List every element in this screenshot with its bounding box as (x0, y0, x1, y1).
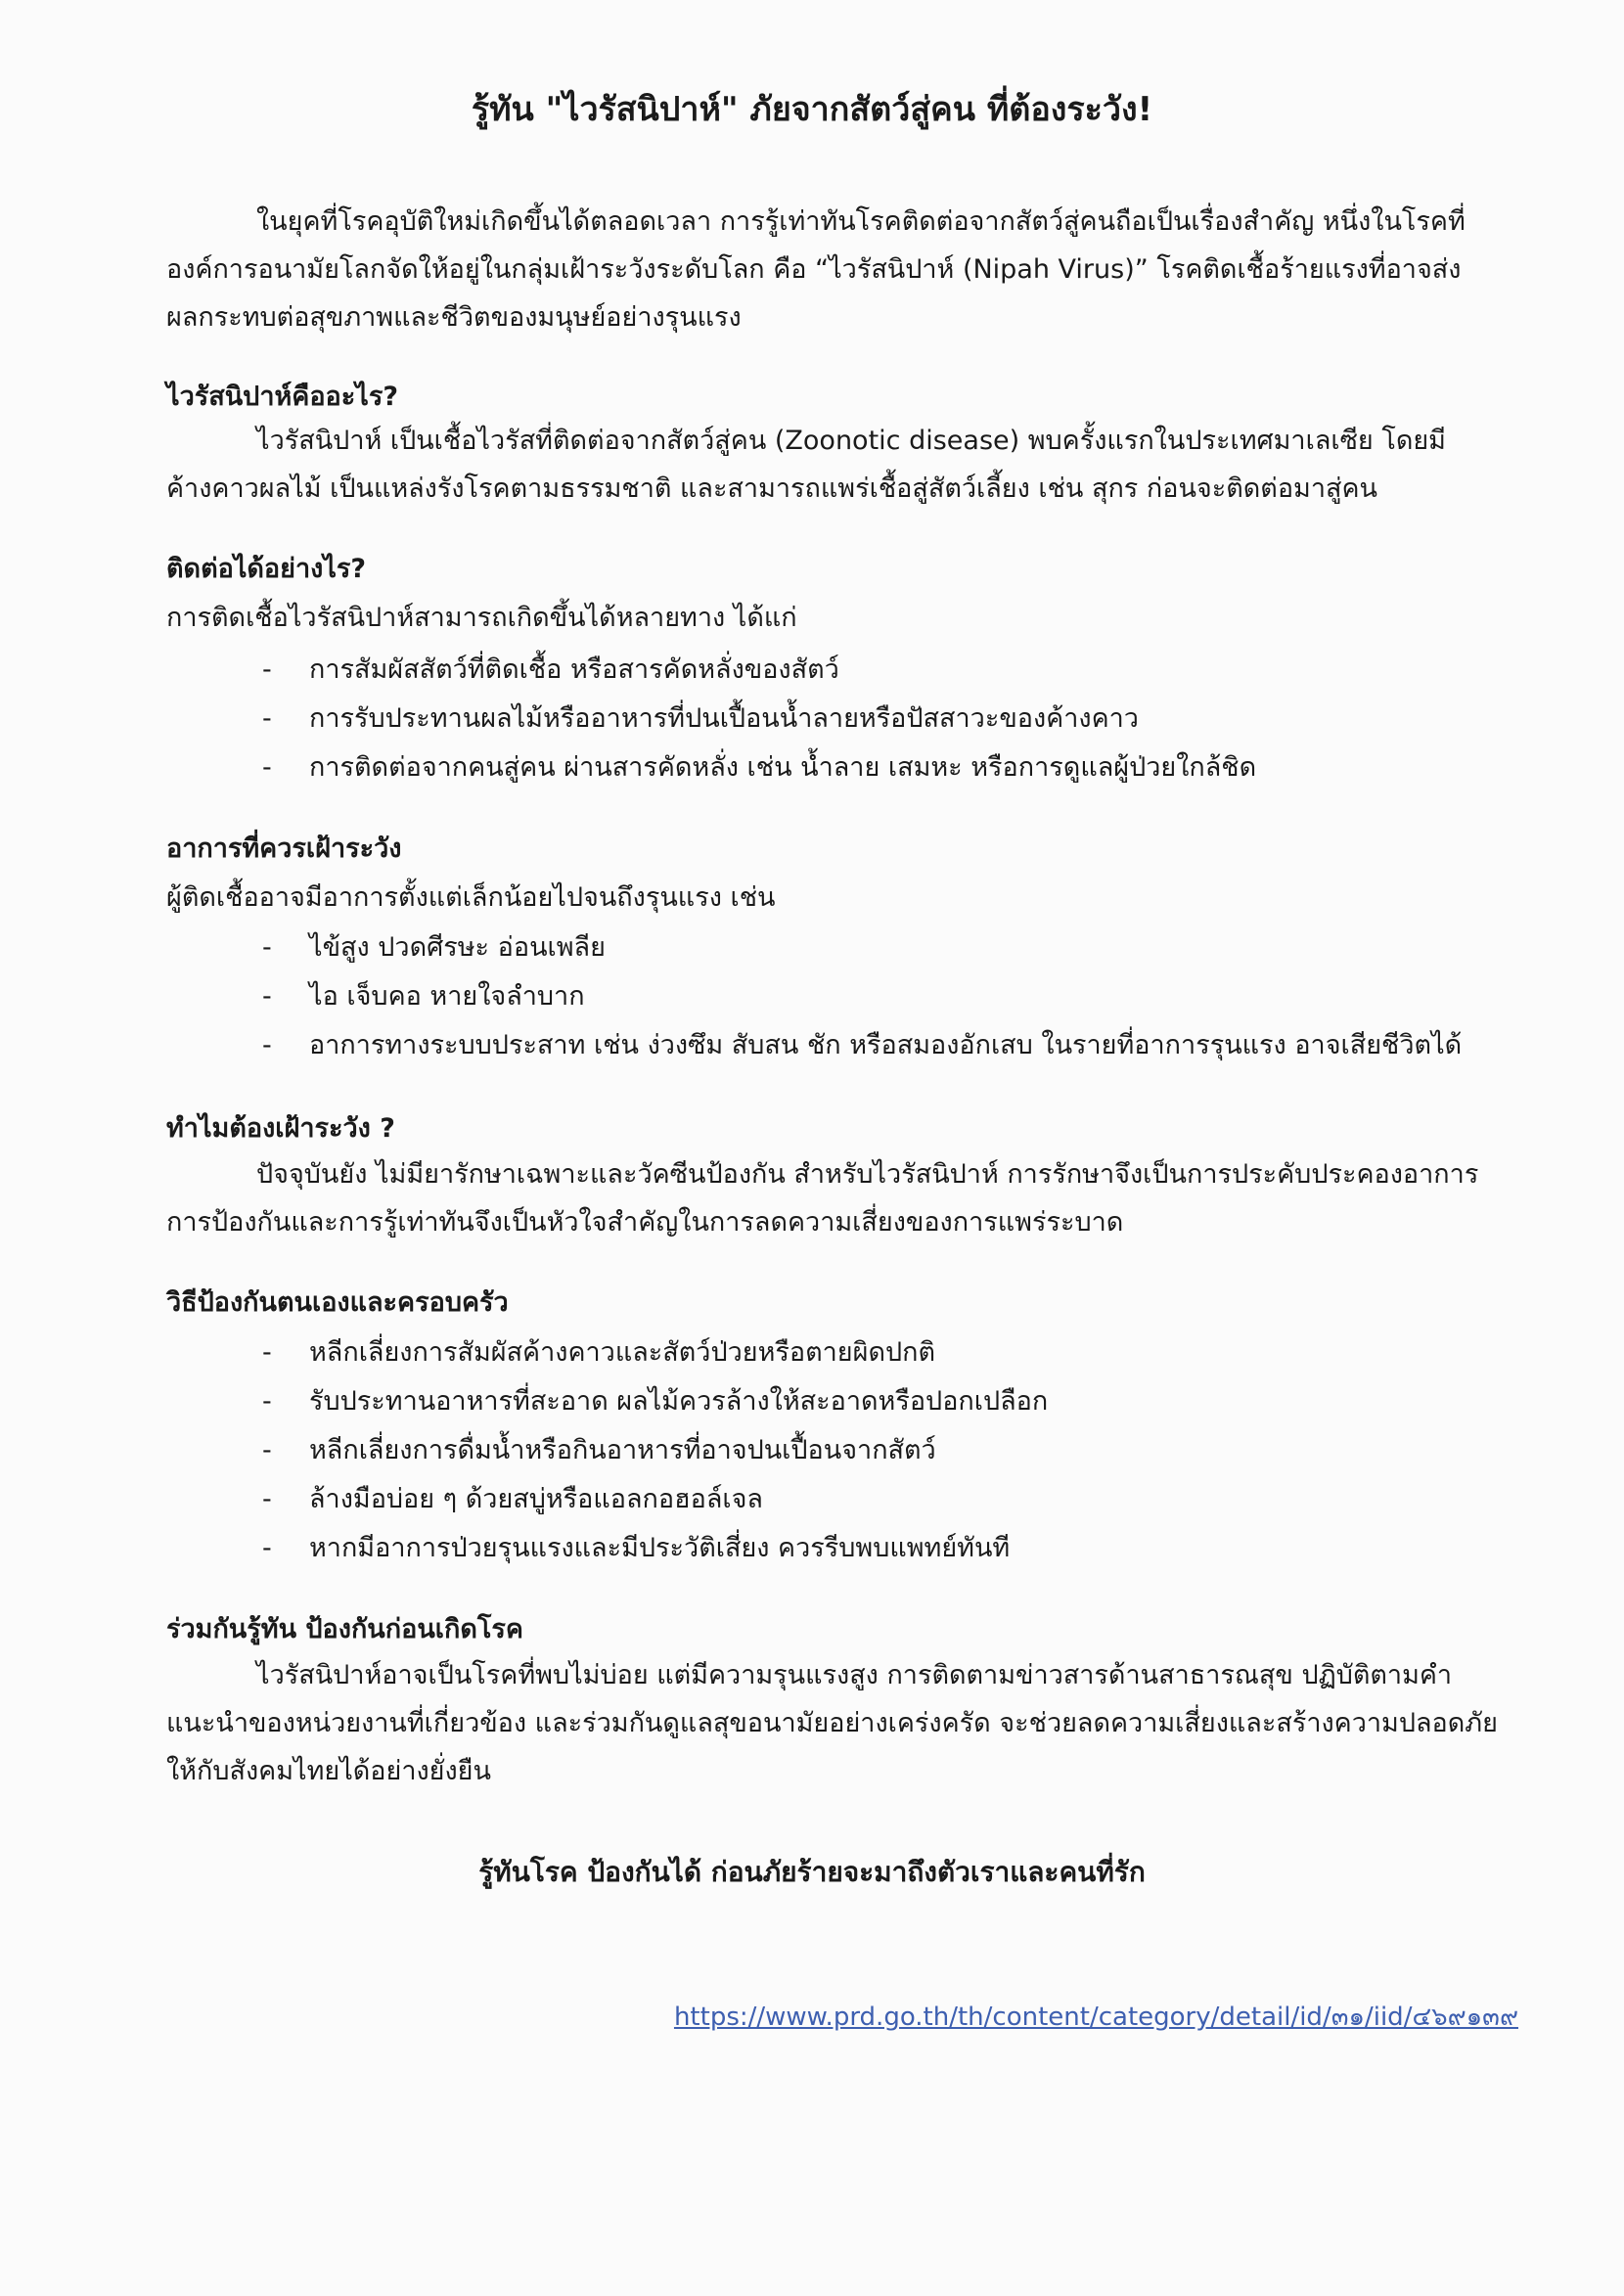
list-item (262, 1328, 1048, 1377)
bullet-dash: - (262, 1484, 272, 1514)
list-item-text: หากมีอาการป่วยรุนแรงและมีประวัติเสี่ยง ควรรีบพบแพทย์ทันที (309, 1533, 1011, 1563)
list-item-text: อาการทางระบบประสาท เช่น ง่วงซึม สับสน ชัก หรือสมองอักเสบ ในรายที่อาการรุนแรง อาจเสียชีวิตได้ (309, 1030, 1463, 1060)
bullet-dash: - (262, 1435, 272, 1465)
what-is-nipah-paragraph: ไวรัสนิปาห์ เป็นเชื้อไวรัสที่ติดต่อจากสัตว์สู่คน (Zoonotic disease) พบครั้งแรกในประเทศมาเลเซีย โดยมีค้างคาวผลไม้ เป็นแหล่งรังโรคตามธรรมชาติ และสามารถแพร่เชื้อสู่สัตว์เลี้ยง เช่น สุกร ก่อนจะติดต่อมาสู่คน (166, 426, 1446, 504)
heading-prevention: วิธีป้องกันตนเองและครอบครัว (166, 1287, 509, 1318)
heading-why-watch: ทำไมต้องเฝ้าระวัง ? (166, 1113, 395, 1144)
bullet-dash: - (262, 1337, 272, 1368)
document-title: รู้ทัน "ไวรัสนิปาห์" ภัยจากสัตว์สู่คน ที่ต้องระวัง! (471, 90, 1153, 129)
list-item-text: ล้างมือบ่อย ๆ ด้วยสบู่หรือแอลกอฮอล์เจล (309, 1484, 763, 1514)
list-item-text: การรับประทานผลไม้หรืออาหารที่ปนเปื้อนน้ำลายหรือปัสสาวะของค้างคาว (309, 703, 1139, 734)
transmission-lead: การติดเชื้อไวรัสนิปาห์สามารถเกิดขึ้นได้หลายทาง ได้แก่ (166, 603, 797, 633)
bullet-dash: - (262, 1030, 272, 1060)
list-item (262, 972, 1462, 1021)
list-item (262, 695, 1256, 743)
list-item-text: ไข้สูง ปวดศีรษะ อ่อนเพลีย (309, 932, 606, 963)
why-watch-paragraph: ปัจจุบันยัง ไม่มียารักษาเฉพาะและวัคซีนป้องกัน สำหรับไวรัสนิปาห์ การรักษาจึงเป็นการประคับประคองอาการการป้องกันและการรู้เท่าทันจึงเป็นหัวใจสำคัญในการลดความเสี่ยงของการแพร่ระบาด (166, 1159, 1479, 1238)
list-item (262, 1426, 1048, 1475)
bullet-dash: - (262, 1386, 272, 1417)
bullet-dash: - (262, 703, 272, 734)
list-item-text: หลีกเลี่ยงการสัมผัสค้างคาวและสัตว์ป่วยหรือตายผิดปกติ (309, 1337, 935, 1368)
bullet-dash: - (262, 932, 272, 963)
bullet-dash: - (262, 1533, 272, 1563)
symptoms-lead: ผู้ติดเชื้ออาจมีอาการตั้งแต่เล็กน้อยไปจนถึงรุนแรง เช่น (166, 882, 776, 913)
list-item-text: หลีกเลี่ยงการดื่มน้ำหรือกินอาหารที่อาจปนเปื้อนจากสัตว์ (309, 1435, 936, 1465)
together-paragraph: ไวรัสนิปาห์อาจเป็นโรคที่พบไม่บ่อย แต่มีความรุนแรงสูง การติดตามข่าวสารด้านสาธารณสุข ปฏิบัติตามคำแนะนำของหน่วยงานที่เกี่ยวข้อง และร่วมกันดูแลสุขอนามัยอย่างเคร่งครัด จะช่วยลดความเสี่ยงและสร้างความปลอดภัยให้กับสังคมไทยได้อย่างยั่งยืน (166, 1660, 1498, 1786)
heading-transmission: ติดต่อได้อย่างไร? (166, 554, 367, 584)
source-link[interactable]: https://www.prd.go.th/th/content/category/detail/id/๓๑/iid/๔๖๙๑๓๙ (673, 2003, 1518, 2032)
heading-symptoms: อาการที่ควรเฝ้าระวัง (166, 833, 402, 864)
heading-together: ร่วมกันรู้ทัน ป้องกันก่อนเกิดโรค (166, 1614, 523, 1644)
closing-slogan: รู้ทันโรค ป้องกันได้ ก่อนภัยร้ายจะมาถึงตัวเราและคนที่รัก (478, 1856, 1146, 1888)
list-item-text: ไอ เจ็บคอ หายใจลำบาก (309, 981, 585, 1012)
list-item (262, 646, 1256, 695)
symptoms-list (262, 923, 1462, 1070)
transmission-list (262, 646, 1256, 792)
list-item (262, 1377, 1048, 1426)
list-item-text: รับประทานอาหารที่สะอาด ผลไม้ควรล้างให้สะอาดหรือปอกเปลือก (309, 1386, 1049, 1417)
list-item (262, 743, 1256, 792)
list-item (262, 1021, 1462, 1070)
list-item-text: การสัมผัสสัตว์ที่ติดเชื้อ หรือสารคัดหลั่งของสัตว์ (309, 654, 839, 685)
list-item (262, 1524, 1048, 1573)
bullet-dash: - (262, 752, 272, 783)
bullet-dash: - (262, 654, 272, 685)
bullet-dash: - (262, 981, 272, 1012)
list-item-text: การติดต่อจากคนสู่คน ผ่านสารคัดหลั่ง เช่น น้ำลาย เสมหะ หรือการดูแลผู้ป่วยใกล้ชิด (309, 752, 1257, 783)
intro-paragraph: ในยุคที่โรคอุบัติใหม่เกิดขึ้นได้ตลอดเวลา การรู้เท่าทันโรคติดต่อจากสัตว์สู่คนถือเป็นเรื่องสำคัญ หนึ่งในโรคที่องค์การอนามัยโลกจัดให้อยู่ในกลุ่มเฝ้าระวังระดับโลก คือ “ไวรัสนิปาห์ (Nipah Virus)” โรคติดเชื้อร้ายแรงที่อาจส่งผลกระทบต่อสุขภาพและชีวิตของมนุษย์อย่างรุนแรง (166, 206, 1466, 333)
prevention-list (262, 1328, 1048, 1573)
heading-what-is-nipah: ไวรัสนิปาห์คืออะไร? (166, 382, 399, 412)
list-item (262, 1475, 1048, 1524)
list-item (262, 923, 1462, 972)
